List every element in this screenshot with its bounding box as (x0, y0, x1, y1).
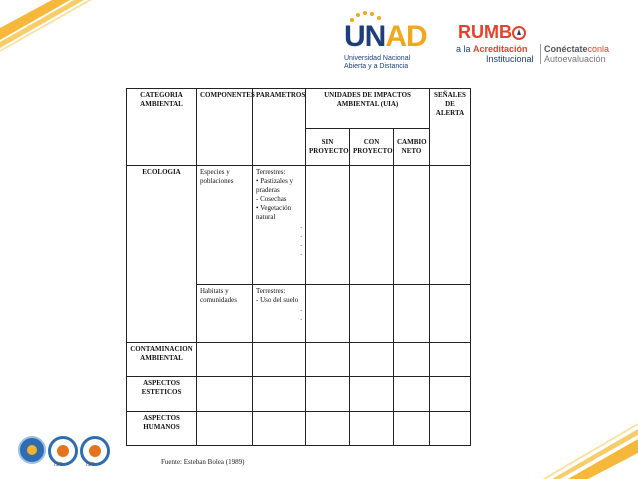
iso-caption: ISO (86, 462, 95, 468)
cell-especies: Especies y poblaciones (197, 165, 253, 284)
iso-caption: ISO (54, 462, 63, 468)
cell-empty (350, 377, 394, 411)
param1-title: Terrestres: (256, 167, 286, 176)
cell-esteticos: ASPECTOS ESTETICOS (127, 377, 197, 411)
continuation-dots: . . (300, 304, 302, 322)
continuation-dots: . . . . (300, 221, 302, 257)
logo-divider (540, 44, 541, 64)
param1-item: • Pastizales y praderas (256, 176, 294, 194)
cell-empty (394, 343, 430, 377)
corner-stripe-top-left (0, 0, 110, 60)
cell-empty (306, 165, 350, 284)
cell-contaminacion: CONTAMINACION AMBIENTAL (127, 343, 197, 377)
iso-badge-icon (80, 436, 110, 466)
source-citation: Fuente: Esteban Bolea (1989) (161, 458, 245, 466)
globe-badge-icon (18, 436, 46, 464)
header-cambio-neto: CAMBIO NETO (394, 129, 430, 165)
unad-logo (344, 10, 434, 74)
cell-empty (350, 343, 394, 377)
compass-icon (512, 26, 526, 40)
param1-list (256, 177, 302, 222)
cell-empty (394, 165, 430, 284)
cell-empty (306, 377, 350, 411)
cell-param-terrestres-1 (253, 165, 306, 284)
cell-empty (350, 411, 394, 445)
unad-subtitle-line2: Abierta y a Distancia (344, 63, 409, 70)
cell-empty (350, 284, 394, 342)
cell-empty (306, 343, 350, 377)
param1-item: • Vegetación natural (256, 203, 292, 221)
cell-ecologia: ECOLOGIA (127, 165, 197, 342)
header-categoria: CATEGORIA AMBIENTAL (127, 89, 197, 166)
cell-empty (253, 411, 306, 445)
param2-item: - Uso del suelo (256, 295, 299, 304)
header-componentes: COMPONENTES (197, 89, 253, 166)
cell-empty (253, 343, 306, 377)
cell-habitats: Habitats y comunidades (197, 284, 253, 342)
cell-empty (430, 165, 471, 284)
header-unidades: UNIDADES DE IMPACTOS AMBIENTAL (UIA) (306, 89, 430, 129)
cell-empty (306, 411, 350, 445)
cell-param-terrestres-2 (253, 284, 306, 342)
rumbo-logo (456, 22, 626, 72)
cell-empty (430, 411, 471, 445)
rumbo-wordmark: RUMB (458, 22, 526, 43)
cell-empty (253, 377, 306, 411)
unad-subtitle-line1: Universidad Nacional (344, 55, 411, 62)
cell-empty (197, 411, 253, 445)
uia-table (126, 88, 471, 446)
rumbo-line-institucional: Institucional (486, 54, 534, 64)
rumbo-line-acreditacion: a la Acreditación (456, 44, 528, 54)
cell-empty (197, 377, 253, 411)
header-parametros: PARAMETROS (253, 89, 306, 166)
iso-badge-icon (48, 436, 78, 466)
unad-wordmark: UNAD (344, 20, 427, 53)
cell-empty (430, 343, 471, 377)
corner-stripe-bottom-right (528, 409, 638, 479)
header-senales: SEÑALES DE ALERTA (430, 89, 471, 166)
conectate-title: Conéctateconla (544, 44, 610, 54)
header-con-proyecto: CON PROYECTO (350, 129, 394, 165)
cell-empty (430, 377, 471, 411)
certification-badges (18, 434, 118, 470)
cell-humanos: ASPECTOS HUMANOS (127, 411, 197, 445)
param1-item: - Cosechas (256, 194, 287, 203)
cell-empty (394, 411, 430, 445)
cell-empty (306, 284, 350, 342)
param2-title: Terrestres: (256, 286, 286, 295)
cell-empty (350, 165, 394, 284)
cell-empty (394, 284, 430, 342)
header-sin-proyecto: SIN PROYECTO (306, 129, 350, 165)
cell-empty (394, 377, 430, 411)
uia-table-sheet (126, 88, 470, 446)
cell-empty (430, 284, 471, 342)
cell-empty (197, 343, 253, 377)
param2-list (256, 296, 302, 305)
conectate-subtitle: Autoevaluación (544, 54, 606, 64)
